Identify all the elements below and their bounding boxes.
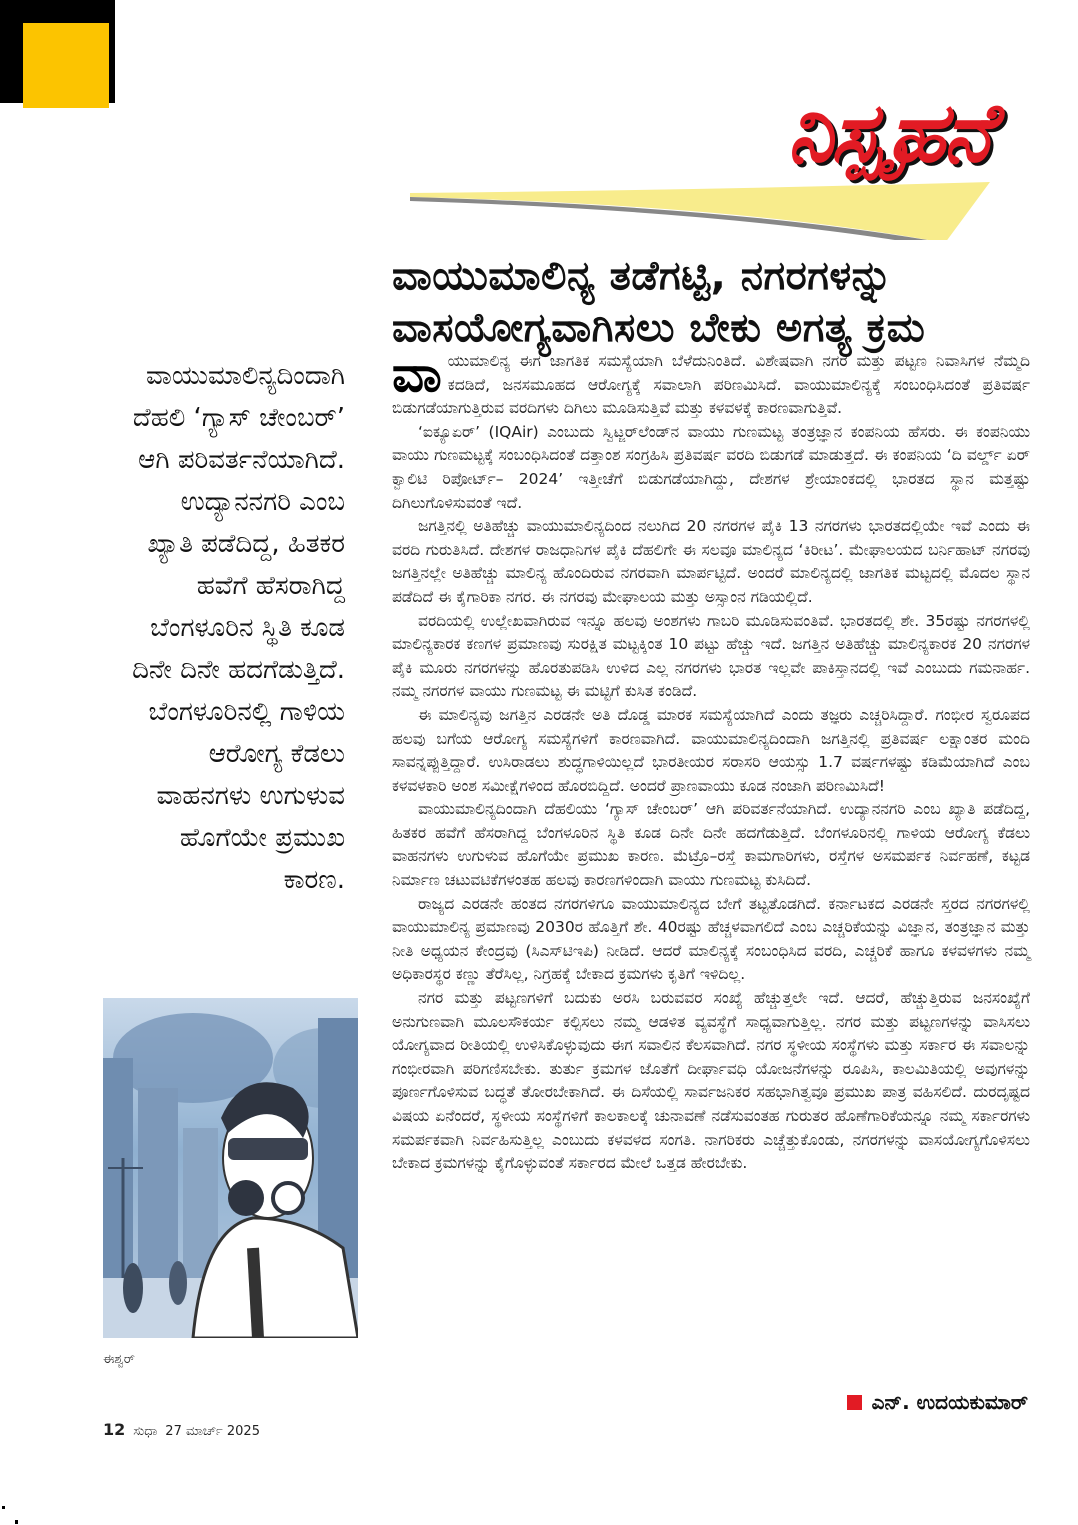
article-paragraph: ‘ಐಕ್ಯೂಏರ್’ (IQAir) ಎಂಬುದು ಸ್ವಿಟ್ಜರ್‌ಲೆಂಡ್‌ನ ವಾಯು ಗುಣಮಟ್ಟ ತಂತ್ರಜ್ಞಾನ ಕಂಪನಿಯ ಹೆಸರು. ಈ ಕಂಪನಿಯು ವಾಯು ಗುಣಮಟ್ಟಕ್ಕೆ ಸಂಬಂಧಿಸಿದಂತೆ ದತ್ತಾಂಶ ಸಂಗ್ರಹಿಸಿ ಪ್ರತಿವರ್ಷ ವರದಿ ಬಿಡುಗಡೆ ಮಾಡುತ್ತದೆ. ಈ ಕಂಪನಿಯ ‘ದಿ ವರ್ಲ್ಡ್ ಏರ್ ಕ್ವಾಲಿಟಿ ರಿಪೋರ್ಟ್– 2024’ ಇತ್ತೀಚೆಗೆ ಬಿಡುಗಡೆಯಾಗಿದ್ದು, ದೇಶಗಳ ಶ್ರೇಯಾಂಕದಲ್ಲಿ ಭಾರತದ ಸ್ಥಾನ ಮತ್ತಷ್ಟು ದಿಗಿಲುಗೊಳಿಸುವಂತೆ ಇದೆ. — [392, 422, 1030, 512]
article-paragraph: ವರದಿಯಲ್ಲಿ ಉಲ್ಲೇಖವಾಗಿರುವ ಇನ್ನೂ ಹಲವು ಅಂಶಗಳು ಗಾಬರಿ ಮೂಡಿಸುವಂತಿವೆ. ಭಾರತದಲ್ಲಿ ಶೇ. 35ರಷ್ಟು ನಗರಗಳಲ್ಲಿ ಮಾಲಿನ್ಯಕಾರಕ ಕಣಗಳ ಪ್ರಮಾಣವು ಸುರಕ್ಷಿತ ಮಟ್ಟಕ್ಕಿಂತ 10 ಪಟ್ಟು ಹೆಚ್ಚು ಇದೆ. ಜಗತ್ತಿನ ಅತಿಹೆಚ್ಚು ಮಾಲಿನ್ಯಕಾರಕ 20 ನಗರಗಳ ಪೈಕಿ ಮೂರು ನಗರಗಳನ್ನು ಹೊರತುಪಡಿಸಿ ಉಳಿದ ಎಲ್ಲ ನಗರಗಳು ಭಾರತ ಇಲ್ಲವೇ ಪಾಕಿಸ್ತಾನದಲ್ಲಿ ಇವೆ ಎಂಬುದು ಗಮನಾರ್ಹ. ನಮ್ಮ ನಗರಗಳ ವಾಯು ಗುಣಮಟ್ಟ ಈ ಮಟ್ಟಿಗೆ ಕುಸಿತ ಕಂಡಿದೆ. — [392, 611, 1030, 701]
crop-mark — [2, 1506, 5, 1509]
corner-yellow-block — [23, 23, 109, 108]
drop-cap: ವಾ — [392, 345, 442, 403]
pullquote-line: ವಾಯುಮಾಲಿನ್ಯದಿಂದಾಗಿ — [145, 361, 345, 391]
article-paragraph: ನಗರ ಮತ್ತು ಪಟ್ಟಣಗಳಿಗೆ ಬದುಕು ಅರಸಿ ಬರುವವರ ಸಂಖ್ಯೆ ಹೆಚ್ಚುತ್ತಲೇ ಇದೆ. ಆದರೆ, ಹೆಚ್ಚುತ್ತಿರುವ ಜನಸಂಖ್ಯೆಗೆ ಅನುಗುಣವಾಗಿ ಮೂಲಸೌಕರ್ಯ ಕಲ್ಪಿಸಲು ನಮ್ಮ ಆಡಳಿತ ವ್ಯವಸ್ಥೆಗೆ ಸಾಧ್ಯವಾಗುತ್ತಿಲ್ಲ. ನಗರ ಮತ್ತು ಪಟ್ಟಣಗಳನ್ನು ವಾಸಿಸಲು ಯೋಗ್ಯವಾದ ರೀತಿಯಲ್ಲಿ ಉಳಿಸಿಕೊಳ್ಳುವುದು ಈಗ ಸವಾಲಿನ ಕೆಲಸವಾಗಿದೆ. ನಗರ ಸ್ಥಳೀಯ ಸಂಸ್ಥೆಗಳು ಮತ್ತು ಸರ್ಕಾರ ಈ ಸವಾಲನ್ನು ಗಂಭೀರವಾಗಿ ಪರಿಗಣಿಸಬೇಕು. ತುರ್ತು ಕ್ರಮಗಳ ಜೊತೆಗೆ ದೀರ್ಘಾವಧಿ ಯೋಜನೆಗಳನ್ನು ರೂಪಿಸಿ, ಕಾಲಮಿತಿಯಲ್ಲಿ ಅವುಗಳನ್ನು ಪೂರ್ಣಗೊಳಿಸುವ ಬದ್ಧತೆ ತೋರಬೇಕಾಗಿದೆ. ಈ ದಿಸೆಯಲ್ಲಿ ಸಾರ್ವಜನಿಕರ ಸಹಭಾಗಿತ್ವವೂ ಪ್ರಮುಖ ಪಾತ್ರ ವಹಿಸಲಿದೆ. ದುರದೃಷ್ಟದ ವಿಷಯ ಏನೆಂದರೆ, ಸ್ಥಳೀಯ ಸಂಸ್ಥೆಗಳಿಗೆ ಕಾಲಕಾಲಕ್ಕೆ ಚುನಾವಣೆ ನಡೆಸುವಂತಹ ಗುರುತರ ಹೊಣೆಗಾರಿಕೆಯನ್ನೂ ನಮ್ಮ ಸರ್ಕಾರಗಳು ಸಮರ್ಪಕವಾಗಿ ನಿರ್ವಹಿಸುತ್ತಿಲ್ಲ ಎಂಬುದು ಕಳವಳದ ಸಂಗತಿ. ನಾಗರಿಕರು ಎಚ್ಚೆತ್ತುಕೊಂಡು, ನಗರಗಳನ್ನು ವಾಸಯೋಗ್ಯಗೊಳಿಸಲು ಬೇಕಾದ ಕ್ರಮಗಳನ್ನು ಕೈಗೊಳ್ಳುವಂತೆ ಸರ್ಕಾರದ ಮೇಲೆ ಒತ್ತಡ ಹೇರಬೇಕು. — [392, 989, 1030, 1173]
illustration-art — [103, 998, 358, 1338]
article-paragraph: ವಾಯುಮಾಲಿನ್ಯದಿಂದಾಗಿ ದೆಹಲಿಯು ‘ಗ್ಯಾಸ್ ಚೇಂಬರ್’ ಆಗಿ ಪರಿವರ್ತನೆಯಾಗಿದೆ. ಉದ್ಯಾನನಗರಿ ಎಂಬ ಖ್ಯಾತಿ ಪಡೆದಿದ್ದ, ಹಿತಕರ ಹವೆಗೆ ಹೆಸರಾಗಿದ್ದ ಬೆಂಗಳೂರಿನ ಸ್ಥಿತಿ ಕೂಡ ದಿನೇ ದಿನೇ ಹದಗೆಡುತ್ತಿದೆ. ಬೆಂಗಳೂರಿನಲ್ಲಿ ಗಾಳಿಯ ಆರೋಗ್ಯ ಕೆಡಲು ವಾಹನಗಳು ಉಗುಳುವ ಹೊಗೆಯೇ ಪ್ರಮುಖ ಕಾರಣ. ಮೆಟ್ರೊ–ರಸ್ತೆ ಕಾಮಗಾರಿಗಳು, ರಸ್ತೆಗಳ ಅಸಮರ್ಪಕ ನಿರ್ವಹಣೆ, ಕಟ್ಟಡ ನಿರ್ಮಾಣ ಚಟುವಟಿಕೆಗಳಂತಹ ಹಲವು ಕಾರಣಗಳಿಂದಾಗಿ ವಾಯು ಗುಣಮಟ್ಟ ಕುಸಿದಿದೆ. — [392, 800, 1030, 890]
page-number: 12 — [103, 1420, 126, 1439]
page-folio — [103, 1420, 260, 1439]
article-paragraph: ಈ ಮಾಲಿನ್ಯವು ಜಗತ್ತಿನ ಎರಡನೇ ಅತಿ ದೊಡ್ಡ ಮಾರಕ ಸಮಸ್ಯೆಯಾಗಿದೆ ಎಂದು ತಜ್ಞರು ಎಚ್ಚರಿಸಿದ್ದಾರೆ. ಗಂಭೀರ ಸ್ವರೂಪದ ಹಲವು ಬಗೆಯ ಆರೋಗ್ಯ ಸಮಸ್ಯೆಗಳಿಗೆ ಕಾರಣವಾಗಿದೆ. ವಾಯುಮಾಲಿನ್ಯದಿಂದಾಗಿ ಜಗತ್ತಿನಲ್ಲಿ ಪ್ರತಿವರ್ಷ ಲಕ್ಷಾಂತರ ಮಂದಿ ಸಾವನ್ನಪ್ಪುತ್ತಿದ್ದಾರೆ. ಉಸಿರಾಡಲು ಶುದ್ಧಗಾಳಿಯಿಲ್ಲದೆ ಭಾರತೀಯರ ಸರಾಸರಿ ಆಯಸ್ಸು 1.7 ವರ್ಷಗಳಷ್ಟು ಕಡಿಮೆಯಾಗಿದೆ ಎಂಬ ಕಳವಳಕಾರಿ ಅಂಶ ಸಮೀಕ್ಷೆಗಳಿಂದ ಹೊರಬಿದ್ದಿದೆ. ಅಂದರೆ ಪ್ರಾಣವಾಯು ಕೂಡ ನಂಜಾಗಿ ಪರಿಣಮಿಸಿದೆ! — [392, 705, 1030, 795]
pull-quote — [95, 355, 345, 901]
illustration-gas-mask-man — [103, 998, 358, 1338]
magazine-name: ಸುಧಾ — [133, 1424, 158, 1439]
pullquote-line: ಹೊಗೆಯೇ ಪ್ರಮುಖ — [179, 823, 345, 853]
section-masthead — [390, 85, 1030, 240]
article-paragraph: ಜಗತ್ತಿನಲ್ಲಿ ಅತಿಹೆಚ್ಚು ವಾಯುಮಾಲಿನ್ಯದಿಂದ ನಲುಗಿದ 20 ನಗರಗಳ ಪೈಕಿ 13 ನಗರಗಳು ಭಾರತದಲ್ಲಿಯೇ ಇವೆ ಎಂದು ಈ ವರದಿ ಗುರುತಿಸಿದೆ. ದೇಶಗಳ ರಾಜಧಾನಿಗಳ ಪೈಕಿ ದೆಹಲಿಗೇ ಈ ಸಲವೂ ಮಾಲಿನ್ಯದ ‘ಕಿರೀಟ’. ಮೇಘಾಲಯದ ಬರ್ನಿಹಾಟ್ ನಗರವು ಜಗತ್ತಿನಲ್ಲೇ ಅತಿಹೆಚ್ಚು ಮಾಲಿನ್ಯ ಹೊಂದಿರುವ ನಗರವಾಗಿ ಮಾರ್ಪಟ್ಟಿದೆ. ಅಂದರೆ ಮಾಲಿನ್ಯದಲ್ಲಿ ಜಾಗತಿಕ ಮಟ್ಟದಲ್ಲಿ ಮೊದಲ ಸ್ಥಾನ ಪಡೆದಿದೆ ಈ ಕೈಗಾರಿಕಾ ನಗರ. ಈ ನಗರವು ಮೇಘಾಲಯ ಮತ್ತು ಅಸ್ಸಾಂನ ಗಡಿಯಲ್ಲಿದೆ. — [392, 517, 1030, 606]
section-title: ನಿಸ್ಪೃಹನೆ — [787, 85, 990, 181]
article-paragraph — [392, 345, 1030, 421]
author-byline — [847, 1390, 1028, 1414]
headline-line-1: ವಾಯುಮಾಲಿನ್ಯ ತಡೆಗಟ್ಟಿ, ನಗರಗಳನ್ನು — [392, 253, 893, 299]
pullquote-line: ಉದ್ಯಾನನಗರಿ ಎಂಬ — [180, 487, 345, 517]
pullquote-line: ವಾಹನಗಳು ಉಗುಳುವ — [156, 781, 345, 811]
pullquote-line: ಆರೋಗ್ಯ ಕೆಡಲು — [208, 739, 345, 769]
pullquote-line: ಆಗಿ ಪರಿವರ್ತನೆಯಾಗಿದೆ. — [138, 445, 345, 475]
pullquote-line: ಬೆಂಗಳೂರಿನಲ್ಲಿ ಗಾಳಿಯ — [148, 697, 345, 727]
pullquote-line: ಹವೆಗೆ ಹೆಸರಾಗಿದ್ದ — [196, 571, 345, 601]
article-headline — [392, 250, 1032, 354]
pullquote-line: ದೆಹಲಿ ‘ಗ್ಯಾಸ್ ಚೇಂಬರ್’ — [132, 403, 345, 433]
headline-line-2: ವಾಸಯೋಗ್ಯವಾಗಿಸಲು ಬೇಕು ಅಗತ್ಯ ಕ್ರಮ — [392, 305, 926, 351]
paragraph-text: ಯುಮಾಲಿನ್ಯ ಈಗ ಜಾಗತಿಕ ಸಮಸ್ಯೆಯಾಗಿ ಬೆಳೆದುನಿಂತಿದೆ. ವಿಶೇಷವಾಗಿ ನಗರ ಮತ್ತು ಪಟ್ಟಣ ನಿವಾಸಿಗಳ ನೆಮ್ಮದಿ ಕದಡಿದೆ, ಜನಸಮೂಹದ ಆರೋಗ್ಯಕ್ಕೆ ಸವಾಲಾಗಿ ಪರಿಣಮಿಸಿದೆ. ವಾಯುಮಾಲಿನ್ಯಕ್ಕೆ ಸಂಬಂಧಿಸಿದಂತೆ ಪ್ರತಿವರ್ಷ ಬಿಡುಗಡೆಯಾಗುತ್ತಿರುವ ವರದಿಗಳು ದಿಗಿಲು ಮೂಡಿಸುತ್ತಿವೆ ಮತ್ತು ಕಳವಳಕ್ಕೆ ಕಾರಣವಾಗುತ್ತಿವೆ. — [392, 352, 1030, 418]
crop-mark — [15, 1520, 18, 1524]
pullquote-line: ದಿನೇ ದಿನೇ ಹದಗೆಡುತ್ತಿದೆ. — [132, 655, 345, 685]
issue-date: 27 ಮಾರ್ಚ್ 2025 — [165, 1424, 260, 1439]
article-body — [392, 345, 1030, 1176]
pullquote-line: ಖ್ಯಾತಿ ಪಡೆದಿದ್ದ, ಹಿತಕರ — [147, 529, 345, 559]
illustration-credit: ಈಶ್ವರ್ — [103, 1352, 135, 1367]
article-paragraph: ರಾಜ್ಯದ ಎರಡನೇ ಹಂತದ ನಗರಗಳಿಗೂ ವಾಯುಮಾಲಿನ್ಯದ ಬೇಗೆ ತಟ್ಟತೊಡಗಿದೆ. ಕರ್ನಾಟಕದ ಎರಡನೇ ಸ್ತರದ ನಗರಗಳಲ್ಲಿ ವಾಯುಮಾಲಿನ್ಯ ಪ್ರಮಾಣವು 2030ರ ಹೊತ್ತಿಗೆ ಶೇ. 40ರಷ್ಟು ಹೆಚ್ಚಳವಾಗಲಿದೆ ಎಂಬ ಎಚ್ಚರಿಕೆಯನ್ನು ವಿಜ್ಞಾನ, ತಂತ್ರಜ್ಞಾನ ಮತ್ತು ನೀತಿ ಅಧ್ಯಯನ ಕೇಂದ್ರವು (ಸಿಎಸ್‌ಟಿಇಪಿ) ನೀಡಿದೆ. ಆದರೆ ಮಾಲಿನ್ಯಕ್ಕೆ ಸಂಬಂಧಿಸಿದ ವರದಿ, ಎಚ್ಚರಿಕೆ ಹಾಗೂ ಕಳವಳಗಳು ನಮ್ಮ ಅಧಿಕಾರಸ್ಥರ ಕಣ್ಣು ತೆರೆಸಿಲ್ಲ, ನಿಗ್ರಹಕ್ಕೆ ಬೇಕಾದ ಕ್ರಮಗಳು ಕೃತಿಗೆ ಇಳಿದಿಲ್ಲ. — [392, 894, 1030, 984]
author-name: ಎನ್. ಉದಯಕುಮಾರ್ — [871, 1390, 1028, 1414]
pullquote-line: ಕಾರಣ. — [283, 865, 345, 895]
pullquote-line: ಬೆಂಗಳೂರಿನ ಸ್ಥಿತಿ ಕೂಡ — [150, 613, 345, 643]
red-square-icon — [847, 1395, 862, 1410]
